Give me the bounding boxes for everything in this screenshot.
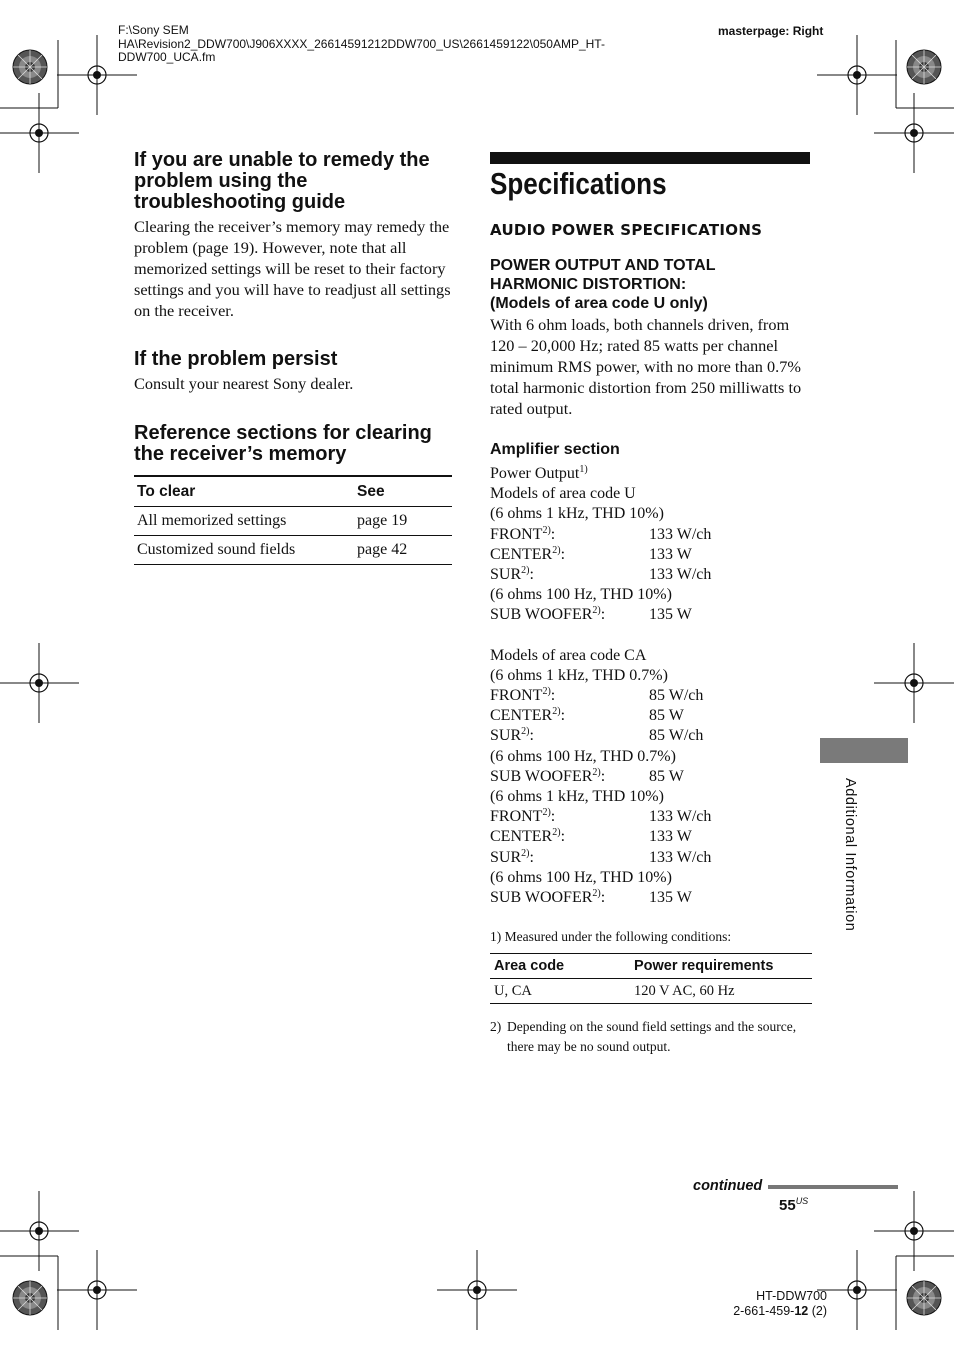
troubleshooting-heading: If you are unable to remedy the problem using the troubleshooting guide xyxy=(134,149,430,213)
footnote-ref: 2) xyxy=(592,887,601,899)
spec-row xyxy=(490,686,812,706)
table-row xyxy=(490,979,812,1004)
footnote-1: 1) Measured under the following conditions: xyxy=(490,929,732,944)
separator: : xyxy=(560,707,566,725)
masterpage-label: masterpage: Right xyxy=(718,24,824,38)
table-header-row xyxy=(490,954,812,979)
spec-value: 85 W/ch xyxy=(649,727,704,745)
spec-label: SUR xyxy=(490,727,522,745)
heading-line: HARMONIC DISTORTION: xyxy=(490,276,687,293)
label-text: Power Output xyxy=(490,465,580,482)
table-header-row xyxy=(134,476,452,507)
footnote-ref: 2) xyxy=(542,524,551,536)
spec-label: FRONT xyxy=(490,525,543,543)
spec-row xyxy=(490,545,812,565)
spec-row xyxy=(490,767,812,787)
footnote-ref: 2) xyxy=(552,827,561,839)
power-output-heading xyxy=(490,256,812,313)
model-name: HT-DDW700 xyxy=(756,1289,827,1303)
footnote-ref: 2) xyxy=(521,726,530,738)
spec-value: 133 W/ch xyxy=(649,848,712,866)
spec-label: FRONT xyxy=(490,808,543,826)
footnote-ref: 2) xyxy=(592,766,601,778)
spacer xyxy=(490,626,812,646)
spec-label: FRONT xyxy=(490,687,543,705)
file-path-line: F:\Sony SEM xyxy=(118,23,189,37)
file-path-header xyxy=(118,24,678,65)
section-tab-marker xyxy=(820,738,908,763)
spec-label: CENTER xyxy=(490,828,553,846)
footnote-2 xyxy=(490,1017,800,1057)
part-number-prefix: 2-661-459- xyxy=(733,1303,795,1318)
spec-label: SUR xyxy=(490,848,522,866)
table-row xyxy=(134,507,452,536)
condition-line: (6 ohms 1 kHz, THD 0.7%) xyxy=(490,666,668,684)
power-output-body: With 6 ohm loads, both channels driven, from 120 – 20,000 Hz; rated 85 watts per channel minimum RMS power, with no more than 0.7% total harmonic distortion from 250 milliwatts to rated output. xyxy=(490,315,802,418)
spec-value: 133 W xyxy=(649,828,692,846)
reference-table xyxy=(134,475,452,565)
table-cell: Customized sound fields xyxy=(134,536,354,565)
separator: : xyxy=(600,606,606,624)
footnote-ref: 2) xyxy=(542,686,551,698)
table-cell: All memorized settings xyxy=(134,507,354,536)
section-tab-label: Additional Information xyxy=(842,778,858,932)
amplifier-heading: Amplifier section xyxy=(490,441,620,458)
spec-row xyxy=(490,827,812,847)
separator: : xyxy=(550,808,556,826)
separator: : xyxy=(560,828,566,846)
condition-line: (6 ohms 100 Hz, THD 10%) xyxy=(490,586,672,604)
separator: : xyxy=(550,525,556,543)
footnote-ref: 1) xyxy=(579,464,588,475)
spec-row xyxy=(490,888,812,908)
separator: : xyxy=(550,687,556,705)
condition-line: (6 ohms 100 Hz, THD 0.7%) xyxy=(490,747,676,765)
spec-value: 133 W xyxy=(649,545,692,563)
column-header: Power requirements xyxy=(630,954,812,979)
spec-label: SUB WOOFER xyxy=(490,767,593,785)
table-cell: page 19 xyxy=(354,507,452,536)
page-number-value: 55 xyxy=(779,1197,796,1214)
condition-line: (6 ohms 1 kHz, THD 10%) xyxy=(490,505,664,523)
problem-persist-heading: If the problem persist xyxy=(134,348,338,370)
column-header: To clear xyxy=(134,476,354,507)
file-path-line: DDW700_UCA.fm xyxy=(118,50,216,64)
spec-row xyxy=(490,565,812,585)
reference-heading: Reference sections for clearing the receiver’s memory xyxy=(134,422,432,465)
separator: : xyxy=(600,888,606,906)
condition-line: (6 ohms 100 Hz, THD 10%) xyxy=(490,868,672,886)
footnote-ref: 2) xyxy=(521,847,530,859)
spec-row xyxy=(490,605,812,625)
spec-label: SUB WOOFER xyxy=(490,606,593,624)
spec-label: SUR xyxy=(490,565,522,583)
spec-row xyxy=(490,848,812,868)
file-path-line: HA\Revision2_DDW700\J906XXXX_26614591212DDW700_US\2661459122\050AMP_HT- xyxy=(118,36,605,51)
spec-row xyxy=(490,807,812,827)
spec-value: 133 W/ch xyxy=(649,808,712,826)
page-number xyxy=(779,1196,808,1214)
separator: : xyxy=(529,848,534,866)
spec-row xyxy=(490,706,812,726)
amplifier-spec-list xyxy=(490,464,812,908)
heading-line: (Models of area code U only) xyxy=(490,295,708,312)
heading-line: POWER OUTPUT AND TOTAL xyxy=(490,257,716,274)
footnote-ref: 2) xyxy=(592,605,601,617)
power-output-label xyxy=(490,464,812,484)
spec-value: 133 W/ch xyxy=(649,565,712,583)
page-number-suffix: US xyxy=(795,1196,809,1206)
spec-value: 85 W/ch xyxy=(649,687,704,705)
troubleshooting-body: Clearing the receiver’s memory may remedy the problem (page 19). However, note that all memorized settings will be reset to their factory settings and you will have to readjust all settings on the receiver. xyxy=(134,217,451,320)
spec-value: 85 W xyxy=(649,767,684,785)
problem-persist-body: Consult your nearest Sony dealer. xyxy=(134,374,354,393)
continued-label: continued xyxy=(693,1178,763,1194)
footnote-text: Depending on the sound field settings and the source, there may be no sound output. xyxy=(507,1019,797,1054)
spec-row xyxy=(490,726,812,746)
separator: : xyxy=(560,545,566,563)
table-cell: U, CA xyxy=(490,979,630,1004)
page-title: Specifications xyxy=(490,166,667,201)
footnote-ref: 2) xyxy=(542,807,551,819)
spec-value: 85 W xyxy=(649,707,684,725)
part-number xyxy=(700,1304,827,1319)
part-number-suffix: (2) xyxy=(808,1303,827,1318)
table-cell: page 42 xyxy=(354,536,452,565)
separator: : xyxy=(529,565,534,583)
power-requirements-table xyxy=(490,953,812,1004)
spec-row xyxy=(490,525,812,545)
separator: : xyxy=(529,727,534,745)
group-title: Models of area code CA xyxy=(490,646,647,664)
footnote-ref: 2) xyxy=(521,564,530,576)
model-info xyxy=(700,1289,827,1318)
title-rule xyxy=(490,152,810,164)
spec-label: CENTER xyxy=(490,707,553,725)
audio-power-heading: AUDIO POWER SPECIFICATIONS xyxy=(490,221,763,239)
group-title: Models of area code U xyxy=(490,485,636,503)
continued-rule xyxy=(768,1185,898,1189)
spec-value: 135 W xyxy=(649,606,692,624)
footnote-ref: 2) xyxy=(552,544,561,556)
part-number-revision: 12 xyxy=(794,1303,809,1318)
spec-label: CENTER xyxy=(490,545,553,563)
table-row xyxy=(134,536,452,565)
spec-value: 133 W/ch xyxy=(649,525,712,543)
footnote-number: 2) xyxy=(490,1019,502,1034)
column-header: Area code xyxy=(490,954,630,979)
separator: : xyxy=(600,767,606,785)
table-cell: 120 V AC, 60 Hz xyxy=(630,979,812,1004)
footnote-ref: 2) xyxy=(552,706,561,718)
condition-line: (6 ohms 1 kHz, THD 10%) xyxy=(490,788,664,805)
column-header: See xyxy=(354,476,452,507)
spec-value: 135 W xyxy=(649,888,692,906)
spec-label: SUB WOOFER xyxy=(490,888,593,906)
